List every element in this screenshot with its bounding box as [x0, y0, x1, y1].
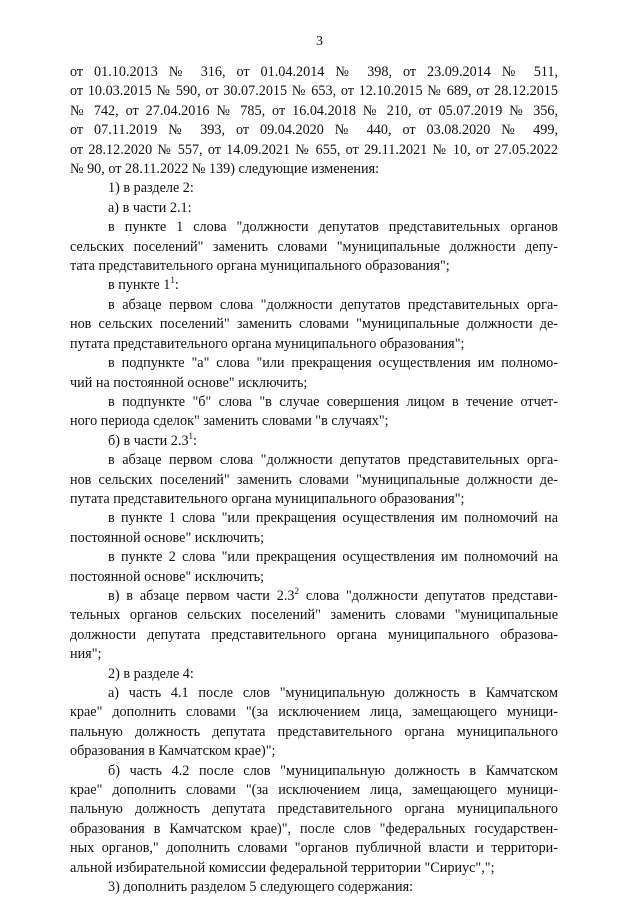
text-line: от 10.03.2015 № 590, от 30.07.2015 № 653, от 12.10.2015 № 689, от 28.12.2015	[70, 83, 558, 100]
text-line: ного периода сделок" заменить словами "в случаях";	[70, 413, 389, 430]
text-line: б) в части $2.3^1$:	[108, 430, 197, 449]
text-line: ных органов," дополнить словами "органов публичной власти и территори-	[70, 840, 558, 857]
text-line: альной избирательной комиссии федеральной территории "Сириус",";	[70, 859, 495, 876]
text-line: пальную должность депутата представительного органа муниципального	[70, 801, 558, 818]
text-line: № 90, от 28.11.2022 № 139) следующие изменения:	[70, 161, 380, 178]
text-line: в пункте 1 слова "должности депутатов представительных органов	[108, 219, 558, 236]
text-line: а) часть 4.1 после слов "муниципальную должность в Камчатском	[108, 685, 558, 701]
text-line: пальную должность депутата представительного органа муниципального	[70, 723, 558, 740]
text-line: в подпункте "а" слова "или прекращения осуществления им полномо-	[108, 355, 558, 372]
text-line: в пункте 1 слова "или прекращения осуществления им полномочий на	[108, 510, 558, 527]
text-line: а) в части 2.1:	[108, 199, 192, 216]
text-line: образования в Камчатском крае)";	[70, 743, 276, 760]
text-line: путата представительного органа муниципального образования";	[70, 490, 465, 507]
text-line: в пункте 2 слова "или прекращения осуществления им полномочий на	[108, 549, 558, 566]
text-line: сельских поселений" заменить словами "муниципальные должности депу-	[70, 238, 558, 255]
text-line: тельных органов сельских поселений" заменить словами "муниципальные	[70, 607, 558, 624]
text-line: постоянной основе" исключить;	[70, 568, 265, 585]
text-line: крае" дополнить словами "(за исключением лица, замещающего муници-	[70, 782, 558, 799]
text-line: от 01.10.2013 № 316, от 01.04.2014 № 398, от 23.09.2014 № 511,	[70, 64, 558, 80]
text-line: 1) в разделе 2:	[108, 180, 194, 197]
text-line: должности депутата представительного органа муниципального образова-	[70, 626, 558, 643]
text-line: в абзаце первом слова "должности депутатов представительных орга-	[108, 452, 558, 469]
text-line: 3) дополнить разделом 5 следующего содержания:	[108, 879, 414, 896]
text-line: № 742, от 27.04.2016 № 785, от 16.04.2018 № 210, от 05.07.2019 № 356,	[70, 102, 558, 119]
text-line: нов сельских поселений" заменить словами "муниципальные должности де-	[70, 471, 558, 488]
text-line: путата представительного органа муниципального образования";	[70, 335, 465, 352]
text-line: в подпункте "б" слова "в случае совершения лицом в течение отчет-	[108, 393, 558, 410]
text-line: от 28.12.2020 № 557, от 14.09.2021 № 655, от 29.11.2021 № 10, от 27.05.2022	[70, 141, 558, 158]
text-line: б) часть 4.2 после слов "муниципальную должность в Камчатском	[108, 762, 558, 779]
text-line: в пункте $1^1$:	[108, 275, 179, 294]
text-line: в абзаце первом слова "должности депутатов представительных орга-	[108, 296, 558, 313]
text-line: образования в Камчатском крае)", после слов "федеральных государствен-	[70, 820, 558, 837]
text-line: 2) в разделе 4:	[108, 665, 194, 682]
text-line: от 07.11.2019 № 393, от 09.04.2020 № 440, от 03.08.2020 № 499,	[70, 122, 558, 139]
text-line: ния";	[70, 646, 102, 663]
text-line: крае" дополнить словами "(за исключением лица, замещающего муници-	[70, 704, 558, 721]
text-line: тата представительного органа муниципального образования";	[70, 258, 450, 275]
text-line: нов сельских поселений" заменить словами "муниципальные должности де-	[70, 316, 558, 333]
document-body	[70, 63, 558, 897]
text-line: в) в абзаце первом части $2.3^2$ слова "должности депутатов представи-	[108, 585, 558, 604]
text-line: постоянной основе" исключить;	[70, 529, 265, 546]
page-number: 3	[316, 34, 323, 49]
text-line: чий на постоянной основе" исключить;	[70, 374, 308, 391]
